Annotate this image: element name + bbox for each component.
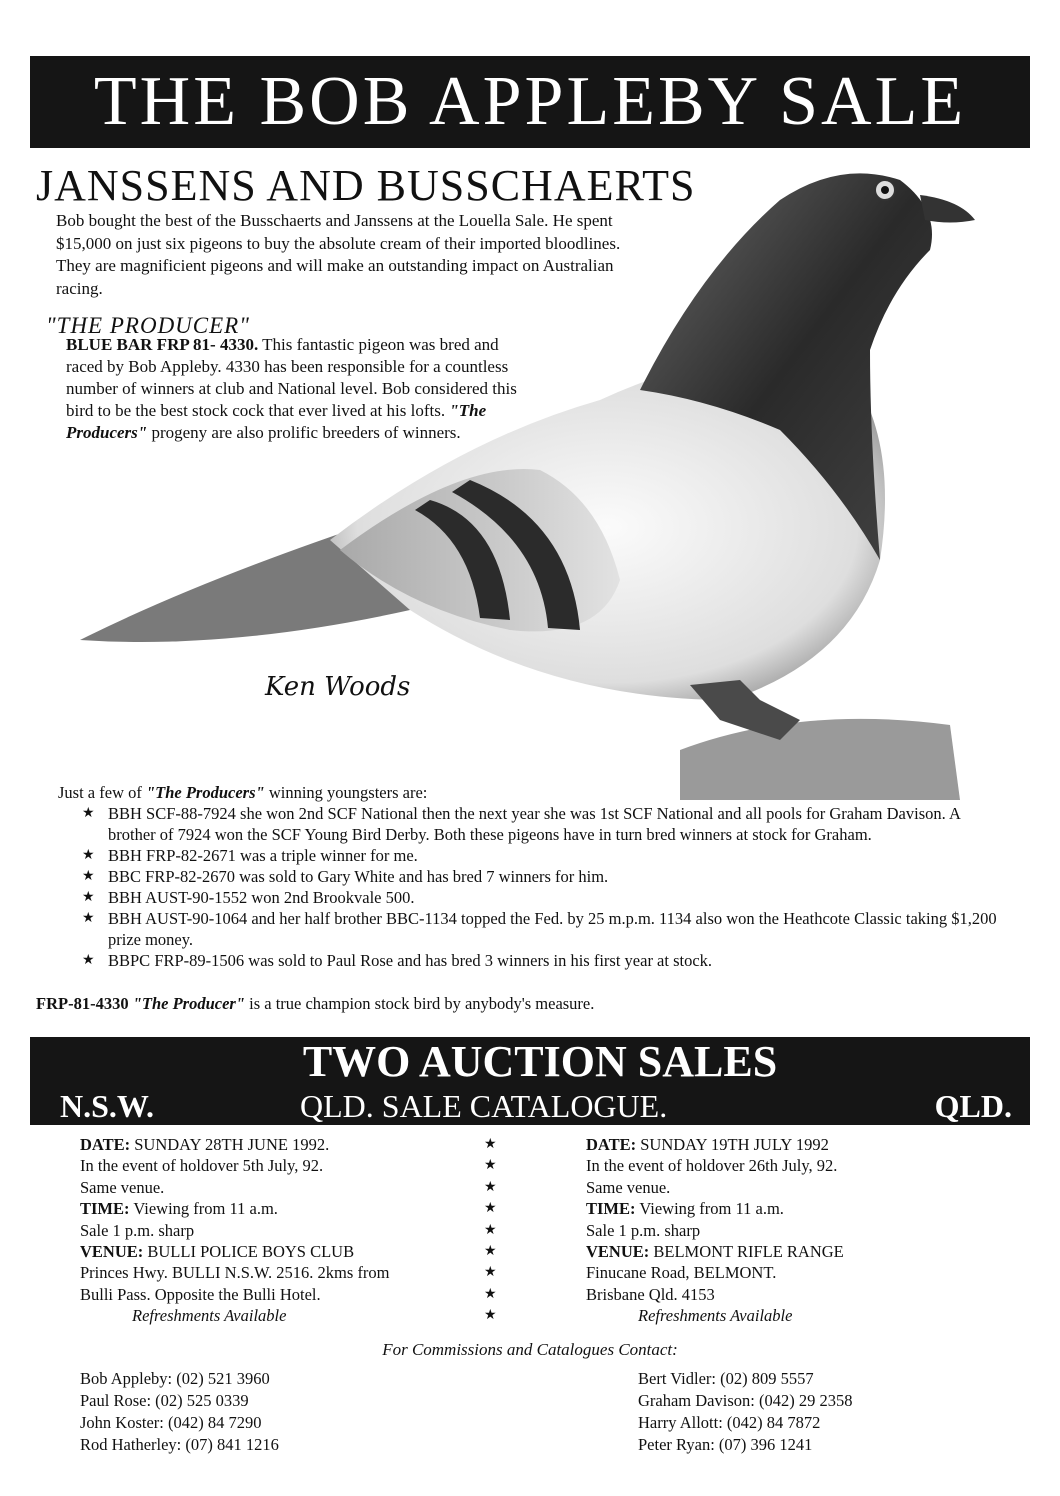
producer-lead: BLUE BAR FRP 81- 4330. — [66, 335, 259, 354]
contacts-left — [80, 1368, 279, 1456]
auction-title: TWO AUCTION SALES — [302, 1037, 778, 1086]
list-item: ★ BBH AUST-90-1064 and her half brother BBC-1134 topped the Fed. by 25 m.p.m. 1134 also won the Heathcote Classic taking $1,200 prize money. — [82, 909, 997, 949]
contact-item: Bert Vidler: (02) 809 5557 — [638, 1369, 814, 1388]
star-icon: ★ — [82, 848, 95, 863]
list-item: ★ BBPC FRP-89-1506 was sold to Paul Rose and has bred 3 winners in his first year at stock. — [82, 951, 713, 970]
contacts-heading: For Commissions and Catalogues Contact: — [382, 1340, 678, 1359]
section-heading: JANSSENS AND BUSSCHAERTS — [36, 161, 696, 210]
producer-title: "THE PRODUCER" — [46, 313, 250, 338]
pigeon-beak — [920, 195, 975, 223]
youngsters-list — [58, 782, 998, 971]
nsw-sale-details: DATE: SUNDAY 28TH JUNE 1992. In the event of holdover 5th July, 92. Same venue. TIME: Viewing from 11 a.m. Sale 1 p.m. sharp VENUE: BULLI POLICE BOYS CLUB Princes Hwy. BULLI N.S.W. 2516. 2kms from Bulli Pass. Opposite the Bulli Hotel. Refreshments Available — [80, 1135, 390, 1326]
list-item: ★ BBH FRP-82-2671 was a triple winner for me. — [82, 846, 418, 865]
header-banner — [30, 56, 1030, 148]
star-icon: ★ — [484, 1308, 497, 1324]
contacts-right — [638, 1368, 852, 1456]
star-icon: ★ — [82, 953, 95, 968]
qld-label: QLD. — [934, 1088, 1012, 1124]
star-icon: ★ — [484, 1222, 497, 1238]
star-icon: ★ — [484, 1244, 497, 1260]
auction-banner — [30, 1037, 1030, 1125]
list-item: ★ BBC FRP-82-2670 was sold to Gary White and has bred 7 winners for him. — [82, 867, 609, 886]
contact-item: Bob Appleby: (02) 521 3960 — [80, 1369, 270, 1388]
qld-sale-details: DATE: SUNDAY 19TH JULY 1992 In the event of holdover 26th July, 92. Same venue. TIME: Viewing from 11 a.m. Sale 1 p.m. sharp VENUE: BELMONT RIFLE RANGE Finucane Road, BELMONT. Brisbane Qld. 4153 Refreshments Available — [586, 1135, 844, 1326]
contact-item: Paul Rose: (02) 525 0339 — [80, 1391, 249, 1410]
star-icon: ★ — [82, 911, 95, 926]
list-item: ★ BBH SCF-88-7924 she won 2nd SCF National then the next year she was 1st SCF National and all pools for Graham Davison. A brother of 7924 won the SCF Young Bird Derby. Both these pigeons have in turn bred winners at stock for Graham. — [82, 804, 960, 844]
producer-summary: FRP-81-4330 "The Producer" is a true champion stock bird by anybody's measure. — [36, 994, 595, 1013]
producer-paragraph: BLUE BAR FRP 81- 4330. This fantastic pigeon was bred and raced by Bob Appleby. 4330 has been responsible for a countless number of winners at club and National level. Bob considered this bird to be the best stock cock that ever lived at his lofts. "The Producers" progeny are also prolific breeders of winners. — [66, 335, 517, 442]
youngsters-intro: Just a few of "The Producers" winning youngsters are: — [58, 783, 428, 802]
contact-item: Rod Hatherley: (07) 841 1216 — [80, 1435, 279, 1454]
star-divider — [484, 1134, 497, 1327]
contact-item: Peter Ryan: (07) 396 1241 — [638, 1435, 813, 1454]
star-icon: ★ — [484, 1286, 497, 1302]
page-title: THE BOB APPLEBY SALE — [93, 63, 967, 140]
list-item: ★ BBH AUST-90-1552 won 2nd Brookvale 500. — [82, 888, 415, 907]
star-icon: ★ — [82, 869, 95, 884]
star-icon: ★ — [484, 1158, 497, 1174]
contact-item: John Koster: (042) 84 7290 — [80, 1413, 262, 1432]
nsw-label: N.S.W. — [60, 1088, 154, 1124]
intro-paragraph: Bob bought the best of the Busschaerts and Janssens at the Louella Sale. He spent $15,000 on just six pigeons to buy the absolute cream of their imported bloodlines. They are magnificient pigeons and will make an outstanding impact on Australian racing. — [56, 211, 621, 298]
star-icon: ★ — [484, 1137, 497, 1152]
star-icon: ★ — [484, 1265, 497, 1281]
artist-signature: Ken Woods — [265, 672, 411, 702]
star-icon: ★ — [484, 1179, 497, 1195]
contact-item: Graham Davison: (042) 29 2358 — [638, 1391, 853, 1410]
star-icon: ★ — [82, 890, 95, 905]
contact-item: Harry Allott: (042) 84 7872 — [638, 1413, 821, 1432]
catalogue-label: QLD. SALE CATALOGUE. — [300, 1088, 668, 1124]
star-icon: ★ — [484, 1201, 497, 1217]
star-icon: ★ — [82, 806, 95, 821]
